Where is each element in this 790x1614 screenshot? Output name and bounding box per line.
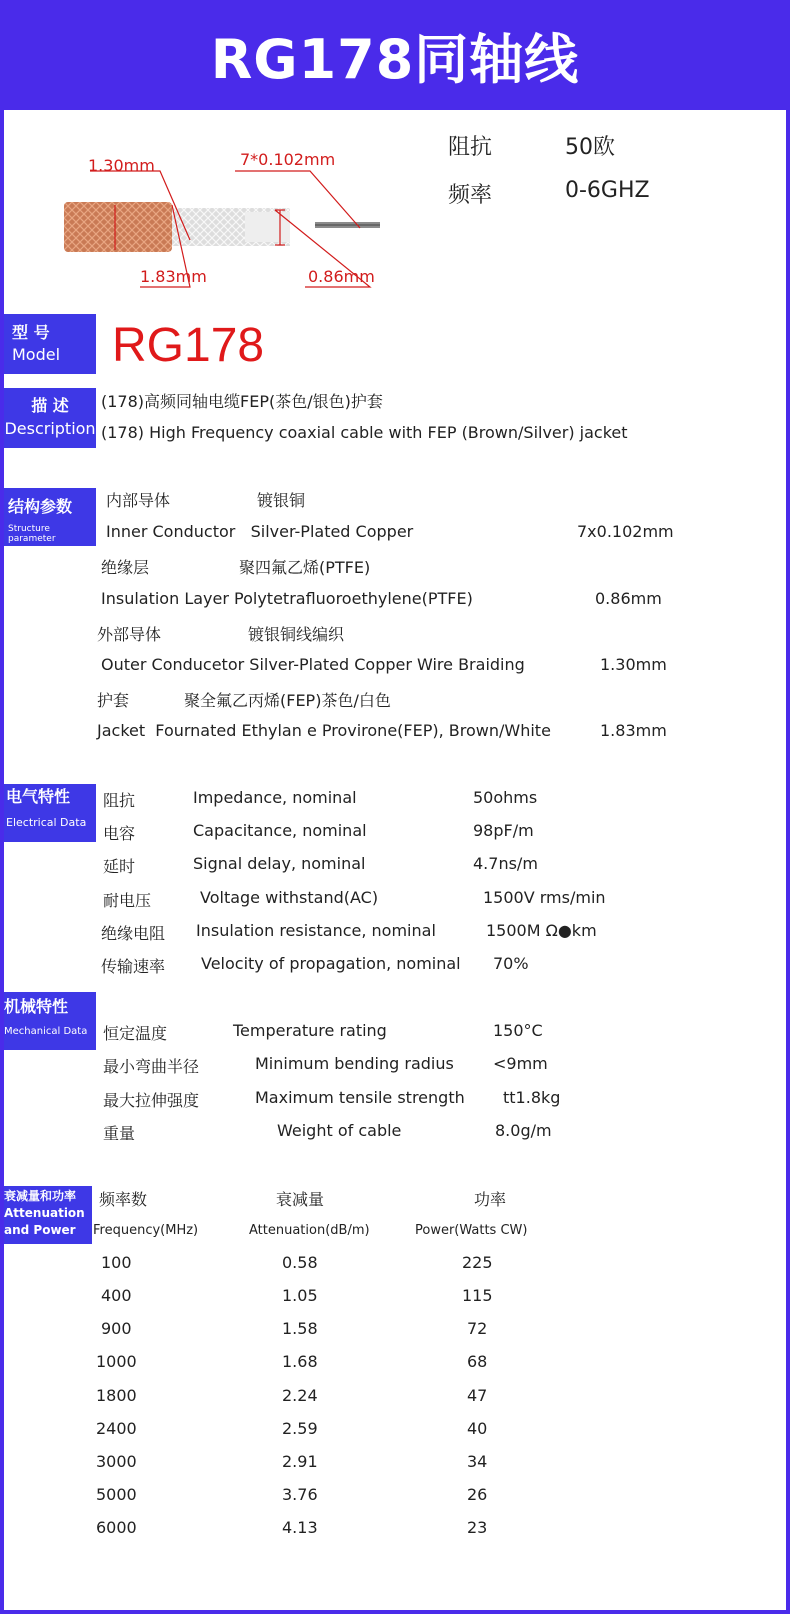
power-cell: 115 (462, 1286, 493, 1305)
freq-cell: 900 (101, 1319, 132, 1338)
structure-outer-cn-label: 外部导体 (97, 625, 162, 644)
freq-cell: 1000 (96, 1352, 137, 1371)
structure-inner-cn-value: 镀银铜 (257, 491, 306, 510)
atten-cell: 1.58 (282, 1319, 318, 1338)
col-header-power-cn: 功率 (474, 1190, 507, 1209)
mechanical-en: Weight of cable (277, 1121, 402, 1140)
structure-insulation-size: 0.86mm (595, 589, 662, 608)
power-cell: 34 (467, 1452, 488, 1471)
spec-impedance-value: 50欧 (565, 135, 615, 160)
structure-inner-size: 7x0.102mm (577, 522, 674, 541)
mechanical-value: tt1.8kg (503, 1088, 561, 1107)
col-header-frequency-en: Frequency(MHz) (93, 1223, 199, 1238)
mechanical-value: 150°C (493, 1021, 543, 1040)
freq-cell: 400 (101, 1286, 132, 1305)
mechanical-value: 8.0g/m (495, 1121, 552, 1140)
structure-inner-en: Inner Conductor Silver-Plated Copper (106, 522, 414, 541)
atten-cell: 2.91 (282, 1452, 318, 1471)
description-en: (178) High Frequency coaxial cable with FEP (Brown/Silver) jacket (101, 423, 628, 442)
atten-cell: 1.05 (282, 1286, 318, 1305)
mechanical-value: <9mm (493, 1054, 548, 1073)
description-cn: (178)高频同轴电缆FEP(茶色/银色)护套 (101, 392, 383, 411)
power-cell: 26 (467, 1485, 488, 1504)
dim-jacket: 1.83mm (140, 267, 207, 286)
electrical-cn: 绝缘电阻 (101, 924, 166, 943)
atten-cell: 2.59 (282, 1419, 318, 1438)
electrical-en: Insulation resistance, nominal (196, 921, 436, 940)
col-header-attenuation-cn: 衰减量 (276, 1190, 325, 1209)
spec-frequency-value: 0-6GHZ (565, 178, 650, 203)
atten-cell: 0.58 (282, 1253, 318, 1272)
mechanical-en: Minimum bending radius (255, 1054, 454, 1073)
electrical-en: Voltage withstand(AC) (200, 888, 379, 907)
structure-insulation-cn-label: 绝缘层 (101, 558, 150, 577)
structure-insulation-cn-value: 聚四氟乙烯(PTFE) (239, 558, 371, 577)
electrical-en: Impedance, nominal (193, 788, 357, 807)
mechanical-cn: 最大拉伸强度 (103, 1091, 200, 1110)
atten-cell: 1.68 (282, 1352, 318, 1371)
electrical-value: 1500V rms/min (483, 888, 606, 907)
dim-insulation: 0.86mm (308, 267, 375, 286)
cable-jacket (64, 202, 172, 252)
electrical-en: Signal delay, nominal (193, 854, 366, 873)
structure-insulation-en: Insulation Layer Polytetrafluoroethylene(PTFE) (101, 589, 473, 608)
mechanical-cn: 恒定温度 (103, 1024, 168, 1043)
structure-jacket-en: Jacket Fournated Ethylan e Provirone(FEP), Brown/White (97, 721, 551, 740)
electrical-en: Velocity of propagation, nominal (201, 954, 461, 973)
structure-outer-cn-value: 镀银铜线编织 (248, 625, 345, 644)
structure-jacket-cn-value: 聚全氟乙丙烯(FEP)茶色/白色 (184, 691, 391, 710)
spec-frequency-label: 频率 (448, 183, 493, 208)
structure-jacket-cn-label: 护套 (97, 691, 130, 710)
power-cell: 225 (462, 1253, 493, 1272)
electrical-cn: 阻抗 (103, 791, 136, 810)
electrical-cn: 传输速率 (101, 957, 166, 976)
mechanical-cn: 最小弯曲半径 (103, 1057, 200, 1076)
freq-cell: 2400 (96, 1419, 137, 1438)
structure-tag: 结构参数 Structure parameter (4, 488, 96, 546)
dim-inner-conductor: 7*0.102mm (240, 150, 336, 169)
col-header-power-en: Power(Watts CW) (415, 1223, 528, 1238)
model-value: RG178 (112, 319, 265, 372)
electrical-value: 98pF/m (473, 821, 534, 840)
attenuation-tag: 衰减量和功率 Attenuation and Power (4, 1186, 92, 1244)
mechanical-en: Temperature rating (233, 1021, 387, 1040)
spec-impedance-label: 阻抗 (448, 135, 493, 160)
power-cell: 23 (467, 1518, 488, 1537)
atten-cell: 4.13 (282, 1518, 318, 1537)
electrical-cn: 耐电压 (103, 891, 152, 910)
electrical-tag: 电气特性 Electrical Data (4, 784, 96, 842)
col-header-attenuation-en: Attenuation(dB/m) (249, 1223, 370, 1238)
structure-jacket-size: 1.83mm (600, 721, 667, 740)
electrical-cn: 延时 (103, 857, 136, 876)
mechanical-cn: 重量 (103, 1124, 136, 1143)
description-tag: 描 述 Description (4, 388, 96, 448)
freq-cell: 6000 (96, 1518, 137, 1537)
structure-outer-size: 1.30mm (600, 655, 667, 674)
power-cell: 40 (467, 1419, 488, 1438)
electrical-value: 4.7ns/m (473, 854, 538, 873)
col-header-frequency-cn: 频率数 (99, 1190, 148, 1209)
mechanical-tag: 机械特性 Mechanical Data (4, 992, 96, 1050)
electrical-value: 70% (493, 954, 529, 973)
model-tag: 型 号 Model (4, 314, 96, 374)
freq-cell: 3000 (96, 1452, 137, 1471)
power-cell: 72 (467, 1319, 488, 1338)
freq-cell: 1800 (96, 1386, 137, 1405)
mechanical-en: Maximum tensile strength (255, 1088, 465, 1107)
freq-cell: 100 (101, 1253, 132, 1272)
dim-outer-conductor: 1.30mm (88, 156, 155, 175)
power-cell: 47 (467, 1386, 488, 1405)
power-cell: 68 (467, 1352, 488, 1371)
electrical-cn: 电容 (103, 824, 136, 843)
atten-cell: 3.76 (282, 1485, 318, 1504)
electrical-en: Capacitance, nominal (193, 821, 367, 840)
structure-inner-cn-label: 内部导体 (106, 491, 171, 510)
page-title: RG178同轴线 (0, 0, 790, 110)
freq-cell: 5000 (96, 1485, 137, 1504)
atten-cell: 2.24 (282, 1386, 318, 1405)
structure-outer-en: Outer Conducetor Silver-Plated Copper Wire Braiding (101, 655, 525, 674)
electrical-value: 50ohms (473, 788, 538, 807)
electrical-value: 1500M Ω●km (486, 921, 597, 940)
